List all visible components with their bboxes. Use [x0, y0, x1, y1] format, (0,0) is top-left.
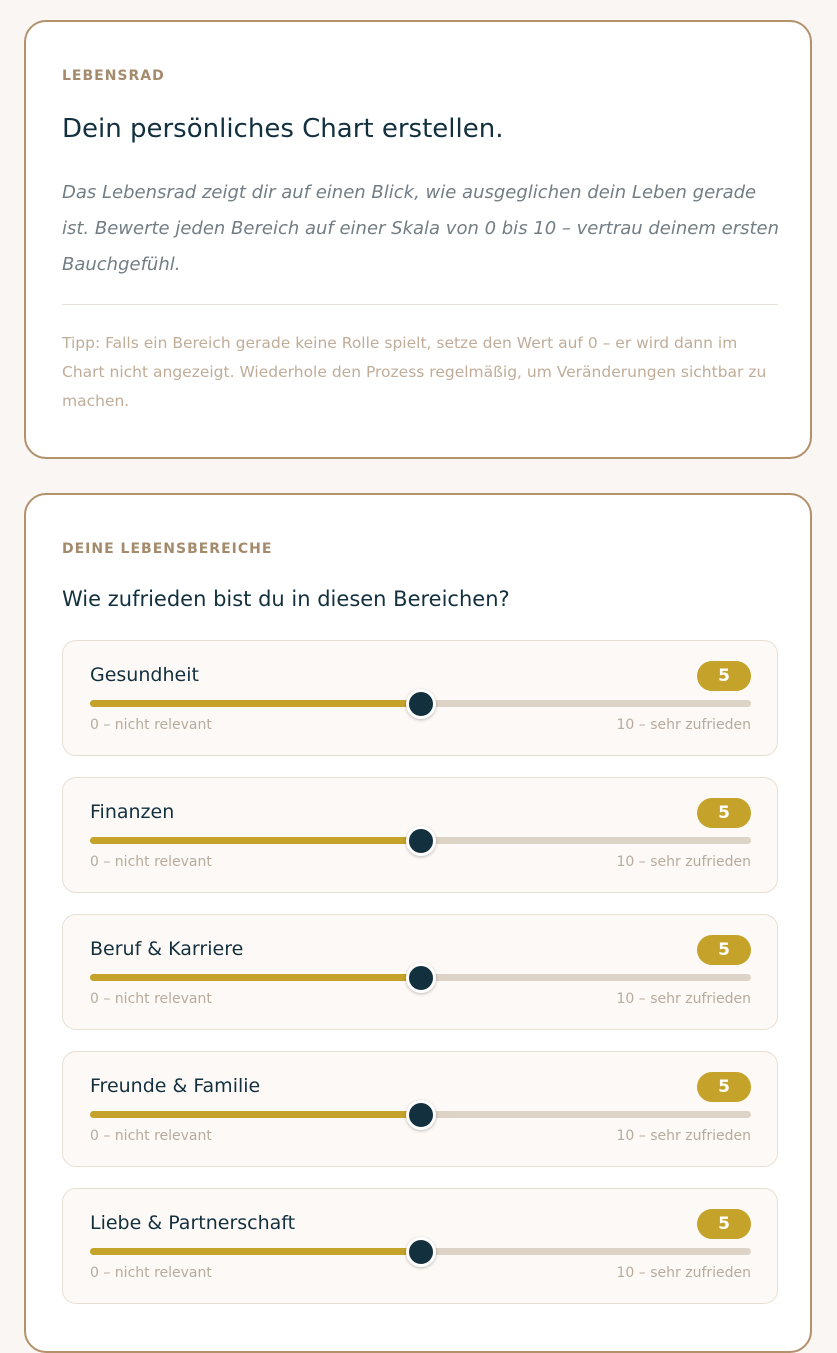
intro-eyebrow: LEBENSRAD	[62, 68, 165, 84]
area-slider[interactable]	[90, 965, 751, 989]
area-value-badge: 5	[697, 798, 751, 828]
area-label: Liebe & Partnerschaft	[90, 1212, 296, 1234]
scale-max-label: 10 – sehr zufrieden	[616, 854, 751, 870]
slider-thumb[interactable]	[406, 963, 436, 993]
scale-min-label: 0 – nicht relevant	[90, 854, 212, 870]
area-row	[62, 1188, 778, 1304]
slider-thumb[interactable]	[406, 1100, 436, 1130]
area-list	[62, 640, 778, 1325]
slider-fill	[90, 700, 421, 707]
area-row	[62, 1051, 778, 1167]
area-row	[62, 777, 778, 893]
scale-min-label: 0 – nicht relevant	[90, 1128, 212, 1144]
slider-fill	[90, 1111, 421, 1118]
area-row	[62, 640, 778, 756]
area-label: Finanzen	[90, 801, 175, 823]
areas-title: Wie zufrieden bist du in diesen Bereichen?	[62, 587, 510, 611]
area-value-badge: 5	[697, 935, 751, 965]
area-slider[interactable]	[90, 1239, 751, 1263]
scale-min-label: 0 – nicht relevant	[90, 1265, 212, 1281]
area-row	[62, 914, 778, 1030]
area-label: Freunde & Familie	[90, 1075, 261, 1097]
scale-max-label: 10 – sehr zufrieden	[616, 1128, 751, 1144]
area-slider[interactable]	[90, 1102, 751, 1126]
area-slider[interactable]	[90, 691, 751, 715]
slider-fill	[90, 974, 421, 981]
scale-max-label: 10 – sehr zufrieden	[616, 991, 751, 1007]
area-value-badge: 5	[697, 661, 751, 691]
scale-min-label: 0 – nicht relevant	[90, 717, 212, 733]
scale-min-label: 0 – nicht relevant	[90, 991, 212, 1007]
area-value-badge: 5	[697, 1209, 751, 1239]
slider-fill	[90, 1248, 421, 1255]
slider-thumb[interactable]	[406, 826, 436, 856]
area-slider[interactable]	[90, 828, 751, 852]
area-value-badge: 5	[697, 1072, 751, 1102]
tip-text: Tipp: Falls ein Bereich gerade keine Rolle spielt, setze den Wert auf 0 – er wird dann im Chart nicht angezeigt. Wiederhole den Prozess regelmäßig, um Veränderungen sichtbar zu machen.	[62, 334, 767, 410]
area-label: Gesundheit	[90, 664, 199, 686]
slider-thumb[interactable]	[406, 1237, 436, 1267]
scale-max-label: 10 – sehr zufrieden	[616, 1265, 751, 1281]
slider-thumb[interactable]	[406, 689, 436, 719]
intro-card	[24, 20, 812, 459]
areas-eyebrow: DEINE LEBENSBEREICHE	[62, 541, 273, 557]
area-label: Beruf & Karriere	[90, 938, 244, 960]
life-areas-card	[24, 493, 812, 1353]
slider-fill	[90, 837, 421, 844]
divider	[62, 304, 778, 305]
intro-lead: Das Lebensrad zeigt dir auf einen Blick, wie ausgeglichen dein Leben gerade ist. Bewerte jeden Bereich auf einer Skala von 0 bis 10 – vertrau deinem ersten Bauchgefühl.	[62, 182, 780, 275]
scale-max-label: 10 – sehr zufrieden	[616, 717, 751, 733]
intro-title: Dein persönliches Chart erstellen.	[62, 114, 504, 144]
